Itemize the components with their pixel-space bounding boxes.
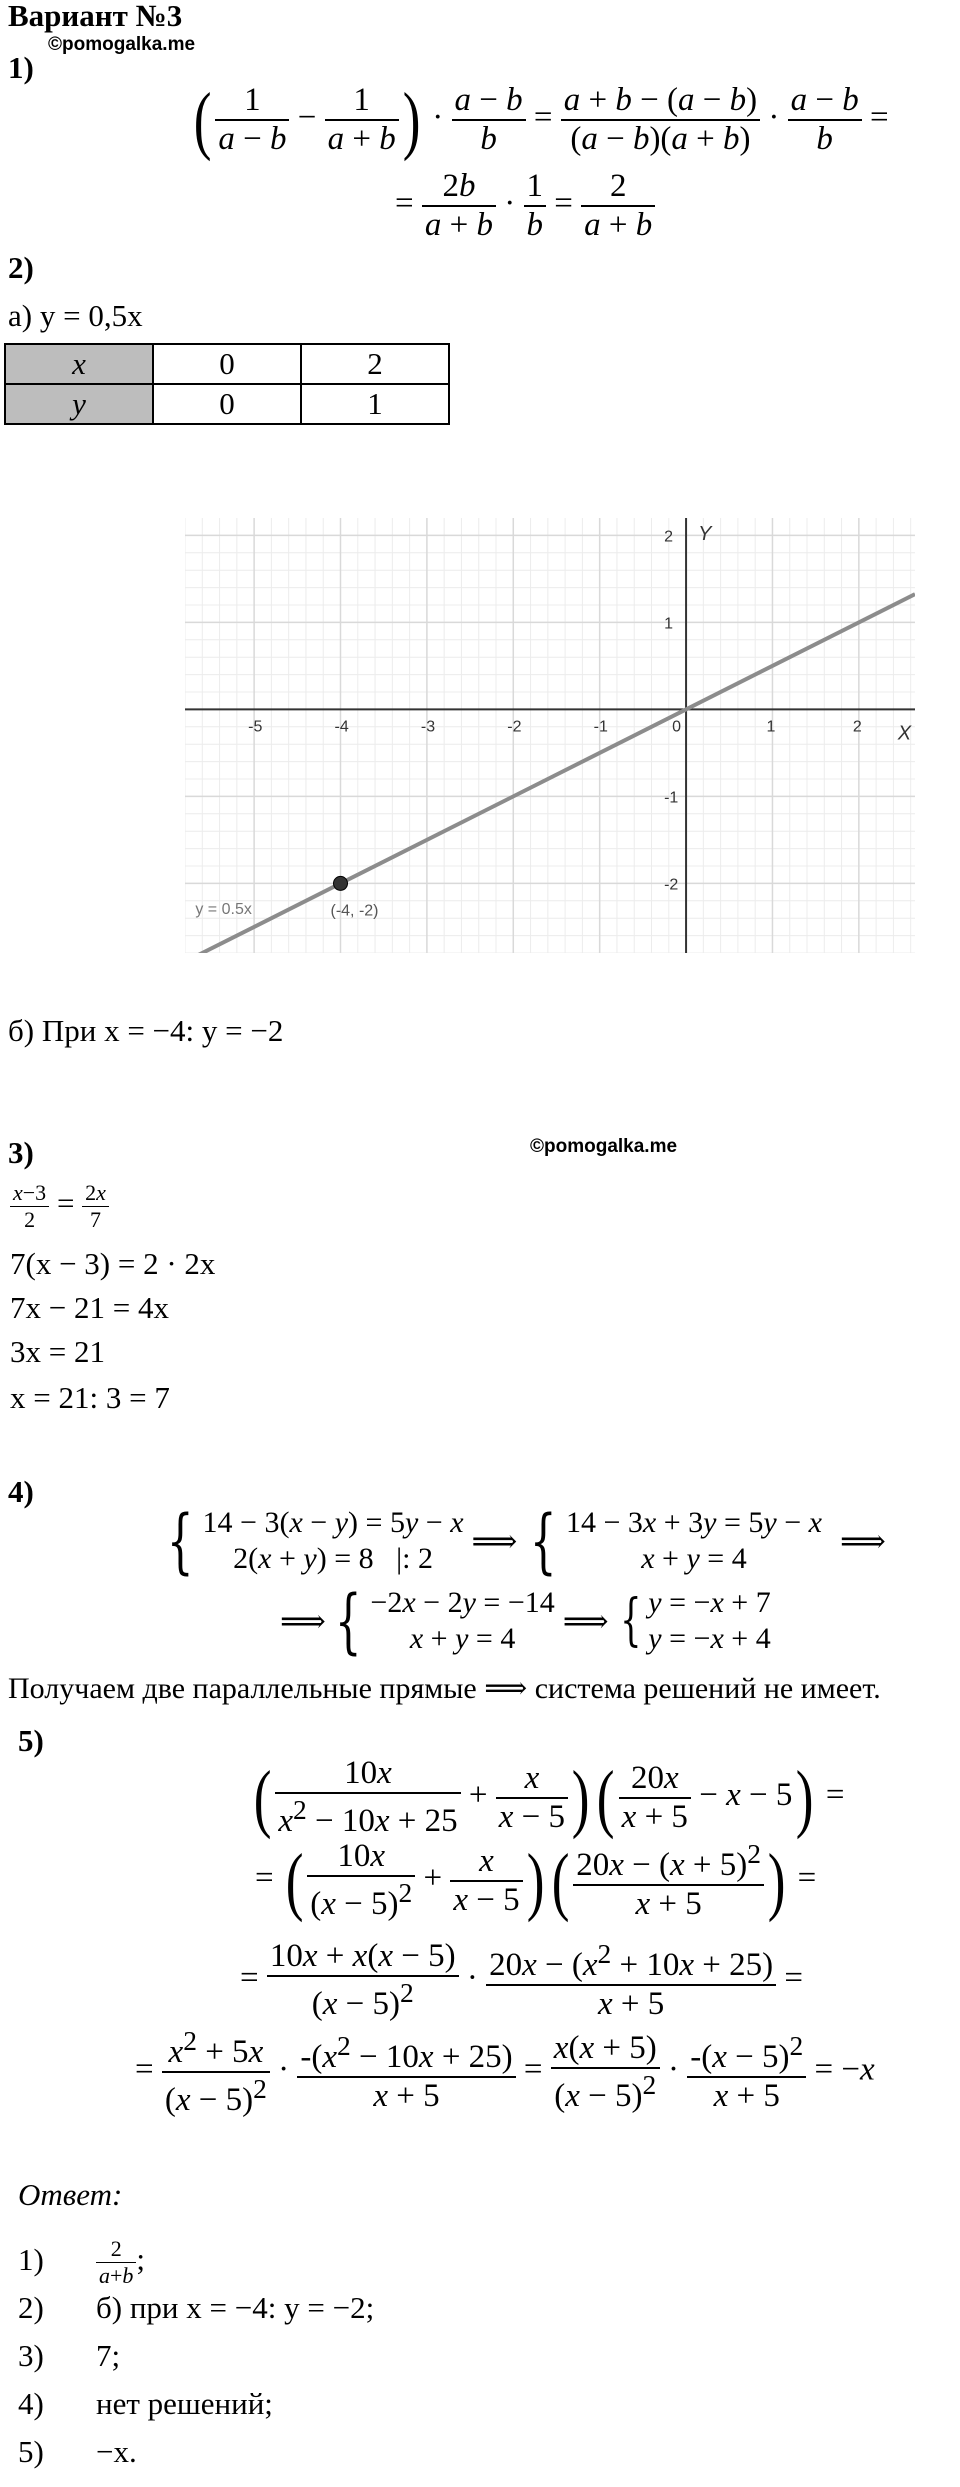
answer-item-3	[18, 2338, 120, 2374]
data-point	[334, 876, 348, 890]
x-tick-label: 1	[766, 718, 776, 736]
function-graph	[185, 518, 915, 953]
answer-number: 1)	[18, 2241, 44, 2277]
task-4-label: 4)	[8, 1474, 34, 1509]
task-3-eq-4: x = 21: 3 = 7	[10, 1380, 170, 1415]
task-2-part-b: б) При x = −4: y = −2	[8, 1013, 284, 1048]
x-tick-label: 0	[672, 718, 681, 736]
answer-text: нет решений;	[96, 2386, 273, 2421]
task-5-label: 5)	[18, 1723, 44, 1758]
task-2-label: 2)	[8, 250, 34, 285]
x-tick-label: -4	[334, 718, 349, 736]
answer-number: 3)	[18, 2338, 44, 2373]
watermark: ©pomogalka.me	[48, 34, 196, 55]
task-3-eq-0: $\frac{x-3}{2}$ = $\frac{2x}{7}$	[10, 1180, 109, 1233]
task-1-label: 1)	[8, 50, 34, 85]
task-5-eq-line-3: = $\frac{10x + x(x - 5)}{(x - 5)^2}$ · $\frac{20x - (x^2 + 10x + 25)}{x + 5}$ =	[240, 1938, 804, 2022]
y-tick-label: 1	[664, 615, 673, 633]
x-tick-label: -1	[593, 718, 608, 736]
y-tick-label: -1	[664, 789, 679, 807]
task-3-eq-3: 3x = 21	[10, 1334, 105, 1369]
task-3-eq-2: 7x − 21 = 4x	[10, 1290, 169, 1325]
answer-number: 2)	[18, 2290, 44, 2325]
task-4-conclusion: Получаем две параллельные прямые ⟹ система решений не имеет.	[8, 1672, 881, 1705]
task-5-eq-line-2: = ( $\frac{10x}{(x - 5)^2}$ + $\frac{x}{x - 5}$ )( $\frac{20x - (x + 5)^2}{x + 5}$ ) =	[255, 1838, 817, 1923]
page-title: Вариант №3	[8, 0, 183, 33]
task-3-eq-1: 7(x − 3) = 2 · 2x	[10, 1246, 216, 1281]
answer-number: 5)	[18, 2434, 44, 2469]
task-4-system-line-2: ⟹ { −2x − 2y = −14 x + y = 4 ⟹ { y = −x + 7 y = −x + 4	[280, 1580, 771, 1662]
value-table	[4, 343, 450, 425]
table-header-x: x	[5, 344, 153, 384]
x-tick-label: -5	[248, 718, 263, 736]
task-4-system-line-1: { 14 − 3(x − y) = 5y − x 2(x + y) = 8 |: 2 ⟹ { 14 − 3x + 3y = 5y − x x + y = 4 ⟹	[166, 1500, 886, 1582]
table-header-y: y	[5, 384, 153, 424]
answer-item-2	[18, 2290, 374, 2326]
table-cell: 1	[301, 384, 449, 424]
table-cell: 0	[153, 344, 301, 384]
answer-text: −x.	[96, 2434, 137, 2469]
task-5-eq-line-1: ( $\frac{10x}{x^2 - 10x + 25}$ + $\frac{x}{x - 5}$ )( $\frac{20x}{x + 5}$ − x − 5) =	[253, 1755, 845, 1840]
task-5-eq-line-4: = $\frac{x^2 + 5x}{(x - 5)^2}$ · $\frac{-(x^2 - 10x + 25)}{x + 5}$ = $\frac{x(x + 5)}{(x - 5)^2}$ · $\frac{-(x - 5)^2}{x + 5}$ = −x	[135, 2025, 875, 2118]
point-label: (-4, -2)	[330, 902, 379, 920]
x-tick-label: 2	[852, 718, 862, 736]
series-line	[185, 594, 915, 953]
watermark: ©pomogalka.me	[530, 1136, 678, 1157]
table-cell: 2	[301, 344, 449, 384]
answer-text: 7;	[96, 2338, 121, 2373]
task-1-eq-line-2: = $\frac{2b}{a + b}$ · $\frac{1}{b}$ = $\frac{2}{a + b}$	[395, 168, 655, 244]
table-cell: 0	[153, 384, 301, 424]
y-tick-label: 2	[664, 528, 673, 546]
answer-item-4	[18, 2386, 273, 2422]
x-tick-label: -2	[507, 718, 522, 736]
task-3-label: 3)	[8, 1135, 34, 1170]
answer-text: б) при x = −4: y = −2;	[96, 2290, 375, 2325]
answer-heading: Ответ:	[18, 2177, 123, 2212]
task-1-eq-line-1: ( $\frac{1}{a - b}$ − $\frac{1}{a + b}$ ) · $\frac{a - b}{b}$ = $\frac{a + b - (a - b)}{(a - b)(a + b)}$ · $\frac{a - b}{b}$ =	[193, 78, 889, 162]
y-axis-label: Y	[698, 522, 712, 545]
answer-item-5	[18, 2434, 137, 2470]
x-axis-label: X	[897, 722, 912, 745]
answer-item-1: 1) $\frac{2}{a+b}$ ;	[18, 2236, 146, 2288]
y-tick-label: -2	[664, 876, 679, 894]
x-tick-label: -3	[420, 718, 436, 736]
answer-number: 4)	[18, 2386, 44, 2421]
task-2-part-a: а) y = 0,5x	[8, 298, 143, 333]
series-label: y = 0.5x	[195, 900, 252, 918]
